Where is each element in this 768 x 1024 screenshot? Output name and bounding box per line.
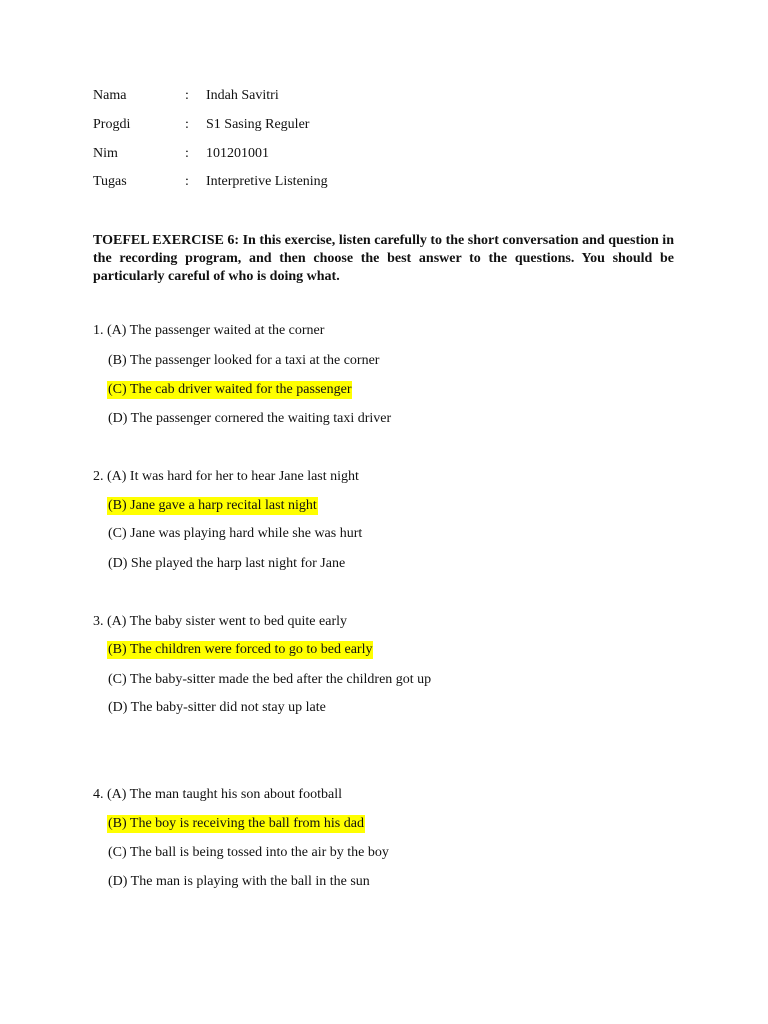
- header-value-progdi: S1 Sasing Reguler: [206, 117, 310, 132]
- header-colon: :: [185, 146, 189, 161]
- header-value-nim: 101201001: [206, 146, 269, 161]
- question-3-option-d: (D) The baby-sitter did not stay up late: [108, 700, 326, 715]
- question-1-option-b: (B) The passenger looked for a taxi at the corner: [108, 353, 380, 368]
- answer-highlight: (B) The boy is receiving the ball from his dad: [108, 816, 364, 831]
- question-1-option-a: 1. (A) The passenger waited at the corner: [93, 323, 325, 338]
- question-3-option-b: [108, 641, 373, 659]
- header-colon: :: [185, 88, 189, 103]
- header-label-nama: Nama: [93, 88, 127, 103]
- question-4-option-b: [108, 815, 365, 833]
- answer-highlight: (B) Jane gave a harp recital last night: [108, 498, 317, 513]
- answer-highlight: (B) The children were forced to go to bed early: [108, 642, 373, 657]
- question-4-option-c: (C) The ball is being tossed into the air by the boy: [108, 845, 389, 860]
- question-1-option-c: [108, 381, 352, 399]
- header-label-nim: Nim: [93, 146, 118, 161]
- header-value-tugas: Interpretive Listening: [206, 174, 328, 189]
- header-label-tugas: Tugas: [93, 174, 127, 189]
- question-2-option-c: (C) Jane was playing hard while she was hurt: [108, 526, 363, 541]
- question-1-option-d: (D) The passenger cornered the waiting taxi driver: [108, 411, 392, 426]
- header-colon: :: [185, 174, 189, 189]
- header-colon: :: [185, 117, 189, 132]
- question-3-option-c: (C) The baby-sitter made the bed after the children got up: [108, 672, 432, 687]
- question-2-option-a: 2. (A) It was hard for her to hear Jane last night: [93, 469, 359, 484]
- question-4-option-d: (D) The man is playing with the ball in the sun: [108, 874, 370, 889]
- header-value-nama: Indah Savitri: [206, 88, 279, 103]
- answer-highlight: (C) The cab driver waited for the passenger: [108, 382, 352, 397]
- question-3-option-a: 3. (A) The baby sister went to bed quite early: [93, 614, 348, 629]
- header-label-progdi: Progdi: [93, 117, 131, 132]
- question-2-option-b: [108, 497, 318, 515]
- exercise-instructions: TOEFEL EXERCISE 6: In this exercise, listen carefully to the short conversation and question in the recording program, and then choose the best answer to the questions. You should be particularly careful of who is doing what.: [93, 233, 674, 284]
- question-4-option-a: 4. (A) The man taught his son about football: [93, 787, 342, 802]
- question-2-option-d: (D) She played the harp last night for Jane: [108, 556, 346, 571]
